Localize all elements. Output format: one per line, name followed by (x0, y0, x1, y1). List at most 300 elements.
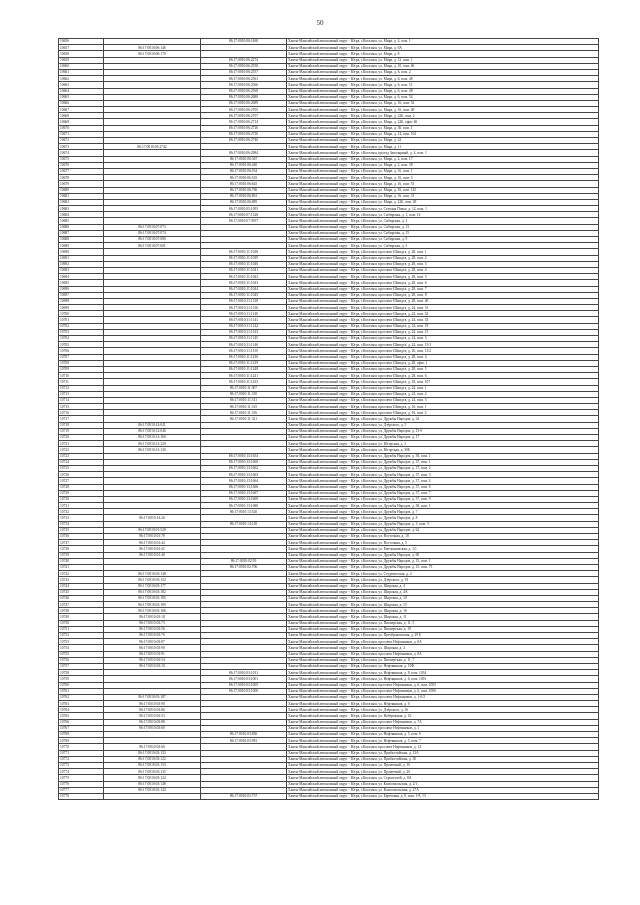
address-cell: Ханты-Мансийский автономный округ - Югра, г.Когалым, ул. Мира, д. 16, пом. 48 (287, 107, 599, 113)
row-number-cell: 10714 (59, 397, 104, 403)
object-cadastral-number-cell: 86:17:0010:03:1031 (201, 670, 287, 676)
land-cadastral-number-cell: 86:17:0010:14:26 (104, 515, 201, 521)
address-cell: Ханты-Мансийский автономный округ - Югра, г.Когалым, проспект Нефтяников, д. 6, пом. 1005 (287, 682, 599, 688)
row-number-cell: 10728 (59, 484, 104, 490)
object-cadastral-number-cell: 86:17:0010:13:1662 (201, 465, 287, 471)
object-cadastral-number-cell: 86:17:0010:03:1005 (201, 682, 287, 688)
address-cell: Ханты-Мансийский автономный округ - Югра, г.Когалым, ул. Дружбы Народов, д. 62 (287, 527, 599, 533)
row-number-cell: 10737 (59, 540, 104, 546)
land-cadastral-number-cell: 86:17:0010:03:10 (104, 663, 201, 669)
row-number-cell: 10734 (59, 521, 104, 527)
row-number-cell: 10705 (59, 342, 104, 348)
address-cell: Ханты-Мансийский автономный округ - Югра, г.Когалым, проспект Шмидта, д. 24, пом. 3 (287, 336, 599, 342)
object-cadastral-number-cell: 86:17:0010:06:766 (201, 187, 287, 193)
address-cell: Ханты-Мансийский автономный округ - Югра, г.Когалым, ул. Широкая, д. 15 (287, 602, 599, 608)
address-cell: Ханты-Мансийский автономный округ - Югра, г.Когалым, проспект Шмидта, д. 24, пом. 15 (287, 329, 599, 335)
row-number-cell: 10772 (59, 756, 104, 762)
object-cadastral-number-cell: 86:17:0010:11:1040 (201, 261, 287, 267)
address-cell: Ханты-Мансийский автономный округ - Югра, г.Когалым, проспект Шмидта, д. 28, пом. 4 (287, 354, 599, 360)
object-cadastral-number-cell: 86:17:0010:11:310 (201, 391, 287, 397)
address-cell: Ханты-Мансийский автономный округ - Югра, г.Когалым, ул. Дружбы Народов, д. 8 (287, 515, 599, 521)
row-number-cell: 10711 (59, 379, 104, 385)
land-cadastral-number-cell: 86:17:0010:03:76 (104, 633, 201, 639)
row-number-cell: 10713 (59, 391, 104, 397)
address-cell: Ханты-Мансийский автономный округ - Югра, г.Когалым, ул. Дружбы Народов, д. 37, пом. 7 (287, 490, 599, 496)
address-cell: Ханты-Мансийский автономный округ - Югра, г.Когалым, ул. Мира, д. 22Б, пом. 49 (287, 199, 599, 205)
address-cell: Ханты-Мансийский автономный округ - Югра, г.Когалым, ул. Нефтяников, д. 15Ф (287, 663, 599, 669)
row-number-cell: 10679 (59, 181, 104, 187)
land-cadastral-number-cell: 86:17:0010:03:66 (104, 744, 201, 750)
object-cadastral-number-cell: 86:17:0010:02:706 (201, 564, 287, 570)
row-number-cell: 10702 (59, 323, 104, 329)
row-number-cell: 10709 (59, 366, 104, 372)
land-cadastral-number-cell: 86:17:0010:03:148 (104, 781, 201, 787)
address-cell: Ханты-Мансийский автономный округ - Югра, г.Когалым, ул. Мира, д. 6, пом. 48 (287, 76, 599, 82)
address-cell: Ханты-Мансийский автономный округ - Югра, г.Когалым, проспект Шмидта, д. 28, пом. 2 (287, 255, 599, 261)
row-number-cell: 10770 (59, 744, 104, 750)
address-cell: Ханты-Мансийский автономный округ - Югра, г.Когалым, ул. Дзёрского, д. 19 (287, 577, 599, 583)
row-number-cell: 10747 (59, 602, 104, 608)
address-cell: Ханты-Мансийский автономный округ - Югра, г.Когалым, ул. Пионерская, д. 11, 5 (287, 620, 599, 626)
address-cell: Ханты-Мансийский автономный округ - Югра, г.Когалым, ул. Нефтяников, д. 5, пом. 6 (287, 732, 599, 738)
object-cadastral-number-cell: 86:17:0010:06:885 (201, 199, 287, 205)
land-cadastral-number-cell: 86:17:0010:01:48 (104, 552, 201, 558)
address-cell: Ханты-Мансийский автономный округ - Югра, г.Когалым, проспект Шмидта, д. 28, пом. 4 (287, 267, 599, 273)
object-cadastral-number-cell: 86:17:0010:06:2730 (201, 131, 287, 137)
address-cell: Ханты-Мансийский автономный округ - Югра, г.Когалым, ул. Дзёрского, д. 16 (287, 707, 599, 713)
address-cell: Ханты-Мансийский автономный округ - Югра, г.Когалым, ул. Дружбы Народов, д. 38, пом. 1 (287, 503, 599, 509)
row-number-cell: 10754 (59, 645, 104, 651)
row-number-cell: 10658 (59, 51, 104, 57)
address-cell: Ханты-Мансийский автономный округ - Югра, г.Когалым, ул. Емельяновская, д. 1/1 (287, 546, 599, 552)
row-number-cell: 10765 (59, 713, 104, 719)
address-cell: Ханты-Мансийский автономный округ - Югра, г.Когалым, ул. Дружбы Народов, д. 38, пом. 1 (287, 453, 599, 459)
object-cadastral-number-cell: 86:17:0010:11:316 (201, 410, 287, 416)
row-number-cell: 10766 (59, 719, 104, 725)
address-cell: Ханты-Мансийский автономный округ - Югра, г.Когалым, ул. Дзёрского, д. 5 (287, 422, 599, 428)
row-number-cell: 10696 (59, 286, 104, 292)
address-cell: Ханты-Мансийский автономный округ - Югра, г.Когалым, проспект Шмидта, д. 28, пом. 5 (287, 366, 599, 372)
row-number-cell: 10724 (59, 459, 104, 465)
address-cell: Ханты-Мансийский автономный округ - Югра, г.Когалым, ул. Мира, д. 22Б, пом. 2 (287, 113, 599, 119)
object-cadastral-number-cell: 86:17:0010:06:2274 (201, 57, 287, 63)
object-cadastral-number-cell: 86:17:0010:11:1042 (201, 274, 287, 280)
object-cadastral-number-cell: 86:17:0010:06:2689 (201, 100, 287, 106)
address-cell: Ханты-Мансийский автономный округ - Югра, г.Когалым, ул. Набережная, д. 16 (287, 713, 599, 719)
row-number-cell: 10759 (59, 676, 104, 682)
land-cadastral-number-cell: 86:17:0010:03:60 (104, 725, 201, 731)
row-number-cell: 10675 (59, 156, 104, 162)
object-cadastral-number-cell: 86:17:0010:13:1666 (201, 484, 287, 490)
row-number-cell: 10715 (59, 404, 104, 410)
object-cadastral-number-cell: 86:17:0010:03:1001 (201, 676, 287, 682)
address-cell: Ханты-Мансийский автономный округ - Югра, г.Когалым, ул. Студенческая, д. 2 (287, 571, 599, 577)
row-number-cell: 10757 (59, 663, 104, 669)
row-number-cell: 10730 (59, 496, 104, 502)
address-cell: Ханты-Мансийский автономный округ - Югра, г.Когалым, ул. Югорская, д. 30Б (287, 447, 599, 453)
row-number-cell: 10717 (59, 416, 104, 422)
object-cadastral-number-cell: 86:17:0010:11:1043 (201, 280, 287, 286)
row-number-cell: 10763 (59, 701, 104, 707)
row-number-cell: 10732 (59, 509, 104, 515)
land-cadastral-number-cell: 86:17:0010:03:53 (104, 713, 201, 719)
address-cell: Ханты-Мансийский автономный округ - Югра, г.Когалым, ул. Широкая, д. 4А (287, 589, 599, 595)
address-cell: Ханты-Мансийский автономный округ - Югра, г.Когалым, ул. Комсомольская, д. 27А (287, 787, 599, 793)
address-cell: Ханты-Мансийский автономный округ - Югра, г.Когалым, ул. Сибирская, д. 9 (287, 237, 599, 243)
address-cell: Ханты-Мансийский автономный округ - Югра, г.Когалым, ул. Широкая, д. 16 (287, 608, 599, 614)
address-cell: Ханты-Мансийский автономный округ - Югра, г.Когалым, ул. Дружбы Народов, д. 15-б (287, 428, 599, 434)
object-cadastral-number-cell: 86:17:0010:13:520 (201, 509, 287, 515)
address-cell: Ханты-Мансийский автономный округ - Югра, г.Когалым, проспект Шмидта, д. 18, пом. 107 (287, 379, 599, 385)
row-number-cell: 10726 (59, 472, 104, 478)
address-cell: Ханты-Мансийский автономный округ - Югра, г.Когалым, проспект Шмидта, д. 28, пом. 6 (287, 280, 599, 286)
object-cadastral-number-cell: 86:17:0010:13:1663 (201, 472, 287, 478)
row-number-cell: 10672 (59, 138, 104, 144)
object-cadastral-number-cell: 86:17:0010:06:2550 (201, 63, 287, 69)
object-cadastral-number-cell: 86:17:0010:06:2740 (201, 138, 287, 144)
row-number-cell: 10746 (59, 595, 104, 601)
address-cell: Ханты-Мансийский автономный округ - Югра, г.Когалым, проезд Заполярный, д. 4, пом. 1 (287, 150, 599, 156)
address-cell: Ханты-Мансийский автономный округ - Югра, г.Когалым, ул. Нефтяников, д. 8, пом. 1034 (287, 670, 599, 676)
object-cadastral-number-cell: 86:17:0010:06:2561 (201, 76, 287, 82)
row-number-cell: 10693 (59, 267, 104, 273)
address-cell: Ханты-Мансийский автономный округ - Югра, г.Когалым, ул. Степана Повха, д. 12, пом. 1 (287, 206, 599, 212)
row-number-cell: 10664 (59, 88, 104, 94)
address-cell: Ханты-Мансийский автономный округ - Югра, г.Когалым, ул. Мира, д. 22 (287, 138, 599, 144)
registry-table-body (59, 39, 599, 800)
row-number-cell: 10695 (59, 280, 104, 286)
address-cell: Ханты-Мансийский автономный округ - Югра, г.Когалым, ул. Дружбы Народов, д. 34 (287, 416, 599, 422)
land-cadastral-number-cell: 86:17:0010:03:54 (104, 657, 201, 663)
row-number-cell: 10725 (59, 465, 104, 471)
row-number-cell: 10680 (59, 187, 104, 193)
land-cadastral-number-cell: 86:17:0010:01:78 (104, 534, 201, 540)
object-cadastral-number-cell: 86:17:0010:13:1667 (201, 490, 287, 496)
object-cadastral-number-cell: 86:17:0010:11:1255 (201, 379, 287, 385)
row-number-cell: 10729 (59, 490, 104, 496)
address-cell: Ханты-Мансийский автономный округ - Югра, г.Когалым, ул. Мира, д. 6А (287, 45, 599, 51)
land-cadastral-number-cell: 86:17:0010:03:90 (104, 701, 201, 707)
row-number-cell: 10681 (59, 193, 104, 199)
row-number-cell: 10666 (59, 100, 104, 106)
object-cadastral-number-cell: 86:17:0010:11:1143 (201, 329, 287, 335)
address-cell: Ханты-Мансийский автономный округ - Югра, г.Когалым, ул. Широкая, д. 10 (287, 595, 599, 601)
address-cell: Ханты-Мансийский автономный округ - Югра, г.Когалым, ул. Мира, д. 16, пом. 1 (287, 168, 599, 174)
address-cell: Ханты-Мансийский автономный округ - Югра, г.Когалым, проспект Нефтяников, д. 6, пом. 1006 (287, 688, 599, 694)
row-number-cell: 10661 (59, 69, 104, 75)
address-cell: Ханты-Мансийский автономный округ - Югра, г.Когалым, ул. Дружбы Народов, д. 37, пом. 2 (287, 465, 599, 471)
address-cell: Ханты-Мансийский автономный округ - Югра, г.Когалым, проспект Шмидта, д. 24, пом. 15/1 (287, 342, 599, 348)
row-number-cell: 10700 (59, 311, 104, 317)
row-number-cell: 10716 (59, 410, 104, 416)
address-cell: Ханты-Мансийский автономный округ - Югра, г.Когалым, проспект Шмидта, д. 24, пом. 19 (287, 323, 599, 329)
object-cadastral-number-cell: 86:17:0010:06:2568 (201, 88, 287, 94)
row-number-cell: 10704 (59, 336, 104, 342)
address-cell: Ханты-Мансийский автономный округ - Югра, г.Когалым, ул. Сибирская, д. 3 (287, 218, 599, 224)
row-number-cell: 10667 (59, 107, 104, 113)
row-number-cell: 10656 (59, 39, 104, 45)
object-cadastral-number-cell: 86:17:0010:07:3957 (201, 218, 287, 224)
address-cell: Ханты-Мансийский автономный округ - Югра, г.Когалым, ул. Пионерская, д. 11, 7 (287, 657, 599, 663)
land-cadastral-number-cell: 86:17:0010:03:143 (104, 787, 201, 793)
land-cadastral-number-cell: 86:17:0010:12:041 (104, 422, 201, 428)
address-cell: Ханты-Мансийский автономный округ - Югра, г.Когалым, ул. Мира, д. 2, пом. 17 (287, 156, 599, 162)
address-cell: Ханты-Мансийский автономный округ - Югра, г.Когалым, ул. Дружбы Народов, д. 15, пом. 75 (287, 564, 599, 570)
object-cadastral-number-cell: 86:17:0010:06:2557 (201, 69, 287, 75)
address-cell: Ханты-Мансийский автономный округ - Югра, г.Когалым, ул. Мира, д. 2, пом. 38 (287, 162, 599, 168)
row-number-cell: 10698 (59, 298, 104, 304)
row-number-cell: 10741 (59, 564, 104, 570)
object-cadastral-number-cell: 86:17:0010:11:1150 (201, 348, 287, 354)
address-cell: Ханты-Мансийский автономный округ - Югра, г.Когалым, ул. Сибирская, д. 13 (287, 224, 599, 230)
address-cell: Ханты-Мансийский автономный округ - Югра, г.Когалым, ул. Прибалтийская, д. 12А (287, 750, 599, 756)
land-cadastral-number-cell: 86:17:0010:03:177 (104, 583, 201, 589)
land-cadastral-number-cell: 86:17:0010:03:187 (104, 694, 201, 700)
address-cell: Ханты-Мансийский автономный округ - Югра, г.Когалым, проспект Шмидта, д. 28, пом. 5 (287, 274, 599, 280)
object-cadastral-number-cell: 86:17:0010:11:1041 (201, 267, 287, 273)
object-cadastral-number-cell: 86:17:0010:13:1654 (201, 453, 287, 459)
row-number-cell: 10703 (59, 329, 104, 335)
address-cell: Ханты-Мансийский автономный округ - Югра, г.Когалым, проспект Шмидта, д. 28, пом. 1 (287, 249, 599, 255)
row-number-cell: 10682 (59, 199, 104, 205)
land-cadastral-number-cell: 86:17:0010:03:133 (104, 762, 201, 768)
land-cadastral-number-cell: 86:17:0010:03:18 (104, 614, 201, 620)
object-cadastral-number-cell: 86:17:0010:11:1142 (201, 323, 287, 329)
address-cell: Ханты-Мансийский автономный округ - Югра, г.Когалым, ул. Мира, д. 6, пом. 54 (287, 94, 599, 100)
address-cell: Ханты-Мансийский автономный округ - Югра, г.Когалым, ул. Югорская, д. 3 (287, 441, 599, 447)
object-cadastral-number-cell: 86:17:0010:06:440 (201, 162, 287, 168)
row-number-cell: 10706 (59, 348, 104, 354)
row-number-cell: 10750 (59, 620, 104, 626)
row-number-cell: 10670 (59, 125, 104, 131)
address-cell: Ханты-Мансийский автономный округ - Югра, г.Когалым, ул. Мира, д. 11 (287, 144, 599, 150)
object-cadastral-number-cell: 86:17:0010:06:2984 (201, 150, 287, 156)
row-number-cell: 10668 (59, 113, 104, 119)
land-cadastral-number-cell: 86:17:0010:07:080 (104, 237, 201, 243)
land-cadastral-number-cell: 86:17:0010:03:152 (104, 577, 201, 583)
row-number-cell: 10699 (59, 305, 104, 311)
land-cadastral-number-cell: 86:17:0010:03:148 (104, 571, 201, 577)
row-number-cell: 10697 (59, 292, 104, 298)
address-cell: Ханты-Мансийский автономный округ - Югра, г.Когалым, проспект Шмидта, д. 24, пом. 2 (287, 391, 599, 397)
address-cell: Ханты-Мансийский автономный округ - Югра, г.Когалым, проспект Нефтяников, д. 8А (287, 651, 599, 657)
address-cell: Ханты-Мансийский автономный округ - Югра, г.Когалым, проспект Нефтяников, д. 12 (287, 744, 599, 750)
address-cell: Ханты-Мансийский автономный округ - Югра, г.Когалым, ул. Мира, д. 10, пом. 46 (287, 63, 599, 69)
row-number-cell: 10776 (59, 781, 104, 787)
row-number-cell: 10756 (59, 657, 104, 663)
row-number-cell: 10735 (59, 527, 104, 533)
row-number-cell: 10749 (59, 614, 104, 620)
address-cell: Ханты-Мансийский автономный округ - Югра, г.Когалым, ул. Мира, д. 16, пом. 3 (287, 175, 599, 181)
object-cadastral-number-cell: 86:17:0010:03:1006 (201, 688, 287, 694)
row-number-cell: 10669 (59, 119, 104, 125)
object-cadastral-number-cell: 86:17:0010:11:1128 (201, 298, 287, 304)
row-number-cell: 10718 (59, 422, 104, 428)
address-cell: Ханты-Мансийский автономный округ - Югра, г.Когалым, проспект Шмидта, д. 24, пом. 33 (287, 317, 599, 323)
address-cell: Ханты-Мансийский автономный округ - Югра, г.Когалым, ул. Сибирская, д. 15 (287, 230, 599, 236)
object-cadastral-number-cell: 86:17:0010:11:1146 (201, 342, 287, 348)
row-number-cell: 10744 (59, 583, 104, 589)
address-cell: Ханты-Мансийский автономный округ - Югра, г.Когалым, ул. Мира, д. 4, пом. 1 (287, 39, 599, 45)
address-cell: Ханты-Мансийский автономный округ - Югра, г.Когалым, ул. Комсомольская, д. 2/1 (287, 781, 599, 787)
row-number-cell: 10760 (59, 682, 104, 688)
row-number-cell: 10722 (59, 447, 104, 453)
row-number-cell: 10761 (59, 688, 104, 694)
address-cell: Ханты-Мансийский автономный округ - Югра, г.Когалым, ул. Дружбы Народов, д. 7 (287, 509, 599, 515)
row-number-cell: 10753 (59, 639, 104, 645)
land-cadastral-number-cell: 86:17:0010:03:133 (104, 750, 201, 756)
address-cell: Ханты-Мансийский автономный округ - Югра, г.Когалым, ул. Прометний, д. 16 (287, 762, 599, 768)
land-cadastral-number-cell: 86:17:0010:12:046 (104, 428, 201, 434)
address-cell: Ханты-Мансийский автономный округ - Югра, г.Когалым, ул. Мира, д. 6, пом. 51 (287, 82, 599, 88)
land-cadastral-number-cell: 86:17:0010:01:41 (104, 546, 201, 552)
address-cell: Ханты-Мансийский автономный округ - Югра, г.Когалым, проспект Шмидта, д. 24, пом. 31 (287, 305, 599, 311)
land-cadastral-number-cell: 86:17:0010:03:135 (104, 769, 201, 775)
row-number-cell: 10767 (59, 725, 104, 731)
address-cell: Ханты-Мансийский автономный округ - Югра, г.Когалым, проспект Шмидта, д. 28, пом. 7 (287, 286, 599, 292)
land-cadastral-number-cell: 86:17:0010:01:528 (104, 527, 201, 533)
address-cell: Ханты-Мансийский автономный округ - Югра, г.Когалым, проспект Шмидта, д. 16, пом. 2 (287, 410, 599, 416)
land-cadastral-number-cell: 86:17:0010:07:074 (104, 230, 201, 236)
row-number-cell: 10723 (59, 453, 104, 459)
address-cell: Ханты-Мансийский автономный округ - Югра, г.Когалым, ул. Дружбы Народов, д. 17 (287, 435, 599, 441)
row-number-cell: 10692 (59, 261, 104, 267)
object-cadastral-number-cell: 86:17:0010:06:2566 (201, 82, 287, 88)
row-number-cell: 10708 (59, 360, 104, 366)
row-number-cell: 10674 (59, 150, 104, 156)
row-number-cell: 10660 (59, 63, 104, 69)
address-cell: Ханты-Мансийский автономный округ - Югра, г.Когалым, ул. Восточная, д. 5 (287, 540, 599, 546)
address-cell: Ханты-Мансийский автономный округ - Югра, г.Когалым, ул. Мира, д. 8 (287, 51, 599, 57)
row-number-cell: 10690 (59, 249, 104, 255)
row-number-cell: 10657 (59, 45, 104, 51)
object-cadastral-number-cell: 86:17:0010:06:2680 (201, 94, 287, 100)
object-cadastral-number-cell: 86:17:0010:11:1239 (201, 360, 287, 366)
address-cell: Ханты-Мансийский автономный округ - Югра, г.Когалым, ул. Дружбы Народов, д. 37, пом. 6 (287, 484, 599, 490)
object-cadastral-number-cell: 86:17:0010:11:1140 (201, 311, 287, 317)
row-number-cell: 10773 (59, 762, 104, 768)
object-cadastral-number-cell: 86:17:0010:03:737 (201, 793, 287, 799)
row-number-cell: 10751 (59, 626, 104, 632)
address-cell: Ханты-Мансийский автономный округ - Югра, г.Когалым, ул. Дружбы Народов, д. 3, пом. 3 (287, 521, 599, 527)
row-number-cell: 10721 (59, 441, 104, 447)
address-cell: Ханты-Мансийский автономный округ - Югра, г.Когалым, ул. Нефтяников, д. 6, пом. 1001 (287, 676, 599, 682)
land-cadastral-number-cell (104, 793, 201, 799)
row-number-cell: 10733 (59, 515, 104, 521)
address-cell: Ханты-Мансийский автономный округ - Югра, г.Когалым, ул. Дружбы Народов, д. 37, пом. 3 (287, 472, 599, 478)
object-cadastral-number-cell: 86:17:0010:11:321 (201, 416, 287, 422)
address-cell: Ханты-Мансийский автономный округ - Югра, г.Когалым, ул. Мира, д. 12, пом. 1 (287, 57, 599, 63)
land-cadastral-number-cell: 86:17:0010:03:185 (104, 595, 201, 601)
row-number-cell: 10774 (59, 769, 104, 775)
row-number-cell: 10665 (59, 94, 104, 100)
object-cadastral-number-cell: 86:17:0010:03:981 (201, 738, 287, 744)
address-cell: Ханты-Мансийский автономный округ - Югра, г.Когалым, проспект Нефтяников, д. 1 (287, 725, 599, 731)
address-cell: Ханты-Мансийский автономный округ - Югра, г.Когалым, ул. Дружбы Народов, д. 37, пом. 4 (287, 478, 599, 484)
object-cadastral-number-cell: 86:17:0010:11:307 (201, 385, 287, 391)
row-number-cell: 10683 (59, 206, 104, 212)
address-cell: Ханты-Мансийский автономный округ - Югра, г.Когалым, проспект Шмидта, д. 26, пом. 15/2 (287, 348, 599, 354)
object-cadastral-number-cell: 86:17:0010:11:1044 (201, 286, 287, 292)
address-cell: Ханты-Мансийский автономный округ - Югра, г.Когалым, ул. Мира, д. 16, пом. 52 (287, 100, 599, 106)
land-cadastral-number-cell: 86:17:0010:03:91 (104, 651, 201, 657)
land-cadastral-number-cell: 86:17:0010:03:88 (104, 719, 201, 725)
row-number-cell: 10671 (59, 131, 104, 137)
address-cell: Ханты-Мансийский автономный округ - Югра, г.Когалым, ул. Широкая, д. 4 (287, 645, 599, 651)
address-cell: Ханты-Мансийский автономный округ - Югра, г.Когалым, проспект Шмидта, д. 28, пом. 8 (287, 292, 599, 298)
address-cell: Ханты-Мансийский автономный округ - Югра, г.Когалым, ул. Широкая, д. 11 (287, 614, 599, 620)
address-cell: Ханты-Мансийский автономный округ - Югра, г.Когалым, ул. Мира, д. 36, пом. 1 (287, 125, 599, 131)
row-number-cell: 10769 (59, 738, 104, 744)
row-number-cell: 10710 (59, 373, 104, 379)
table-row (59, 793, 599, 799)
row-number-cell: 10719 (59, 428, 104, 434)
row-number-cell: 10691 (59, 255, 104, 261)
address-cell: Ханты-Мансийский автономный округ - Югра, г.Когалым, проспект Шмидта, д. 24, пом. 3 (287, 397, 599, 403)
address-cell: Ханты-Мансийский автономный округ - Югра, г.Когалым, ул. Дружбы Народов, д. 37, пом. 9 (287, 496, 599, 502)
row-number-cell: 10745 (59, 589, 104, 595)
row-number-cell: 10663 (59, 82, 104, 88)
land-cadastral-number-cell: 86:17:0010:06:146 (104, 45, 201, 51)
row-number-cell: 10701 (59, 317, 104, 323)
address-cell: Ханты-Мансийский автономный округ - Югра, г.Когалым, ул. Пионерская, д. 19 (287, 626, 599, 632)
land-cadastral-number-cell: 86:17:0010:03:122 (104, 756, 201, 762)
address-cell: Ханты-Мансийский автономный округ - Югра, г.Когалым, ул. Прибалтийская, д. 30 (287, 756, 599, 762)
row-number-cell: 10768 (59, 732, 104, 738)
row-number-cell: 10762 (59, 694, 104, 700)
object-cadastral-number-cell: 86:17:0010:06:534 (201, 168, 287, 174)
object-cadastral-number-cell: 86:17:0010:02:59 (201, 558, 287, 564)
row-number-cell: 10777 (59, 787, 104, 793)
registry-table (58, 38, 599, 800)
object-cadastral-number-cell: 86:17:0010:11:1136 (201, 305, 287, 311)
row-number-cell: 10688 (59, 237, 104, 243)
address-cell: Ханты-Мансийский автономный округ - Югра, г.Когалым, проспект Шмидта, д. 28, офис 1 (287, 360, 599, 366)
address-cell: Ханты-Мансийский автономный округ - Югра, г.Когалым, ул. Мира, д. 6, пом. 2 (287, 69, 599, 75)
object-cadastral-number-cell: 86:17:0010:11:1145 (201, 336, 287, 342)
row-number-cell: 10720 (59, 435, 104, 441)
row-number-cell: 10736 (59, 534, 104, 540)
address-cell: Ханты-Мансийский автономный округ - Югра, г.Когалым, ул. Сибирская, д. 1, пом. 14 (287, 212, 599, 218)
row-number-cell: 10771 (59, 750, 104, 756)
address-cell: Ханты-Мансийский автономный округ - Югра, г.Когалым, ул. Преображенская, д. 29 Е (287, 633, 599, 639)
address-cell: Ханты-Мансийский автономный округ - Югра, г.Когалым, ул. Сибирская, д. 5 (287, 243, 599, 249)
object-cadastral-number-cell: 86:17:0010:11:1141 (201, 317, 287, 323)
object-cadastral-number-cell: 86:17:0010:06:2705 (201, 107, 287, 113)
land-cadastral-number-cell: 86:17:0010:13:130 (104, 447, 201, 453)
land-cadastral-number-cell: 86:17:0010:05:2742 (104, 144, 201, 150)
address-cell: Ханты-Мансийский автономный округ - Югра, г.Когалым, проспект Шмидта, д. 24, пом. 1 (287, 385, 599, 391)
row-number-cell: 10677 (59, 168, 104, 174)
address-cell: Ханты-Мансийский автономный округ - Югра, г.Когалым, ул. Мира, д. 22Б, офис 46 (287, 119, 599, 125)
row-number-cell: 10684 (59, 212, 104, 218)
row-number-cell: 10739 (59, 552, 104, 558)
address-cell: Ханты-Мансийский автономный округ - Югра, г.Когалым, проспект Нефтяников, д. 7А (287, 719, 599, 725)
row-number-cell: 10742 (59, 571, 104, 577)
object-cadastral-number-cell: 86:17:0010:11:1045 (201, 292, 287, 298)
row-number-cell: 10758 (59, 670, 104, 676)
land-cadastral-number-cell: 86:17:0010:03:86 (104, 707, 201, 713)
row-number-cell: 10686 (59, 224, 104, 230)
address-cell: Ханты-Мансийский автономный округ - Югра, г.Когалым, ул. Мира, д. 16, пом. 31 (287, 193, 599, 199)
address-cell: Ханты-Мансийский автономный округ - Югра, г.Когалым, ул. Дружбы Народов, д. 60 (287, 552, 599, 558)
land-cadastral-number-cell: 86:17:0010:03:56 (104, 626, 201, 632)
row-number-cell: 10752 (59, 633, 104, 639)
land-cadastral-number-cell: 86:17:0010:03:124 (104, 775, 201, 781)
address-cell: Ханты-Мансийский автономный округ - Югра, г.Когалым, ул. Береговая, д. 9, пом. 1-8, 13 (287, 793, 599, 799)
object-cadastral-number-cell: 86:17:0010:06:2726 (201, 125, 287, 131)
object-cadastral-number-cell: 86:17:0010:13:1664 (201, 478, 287, 484)
